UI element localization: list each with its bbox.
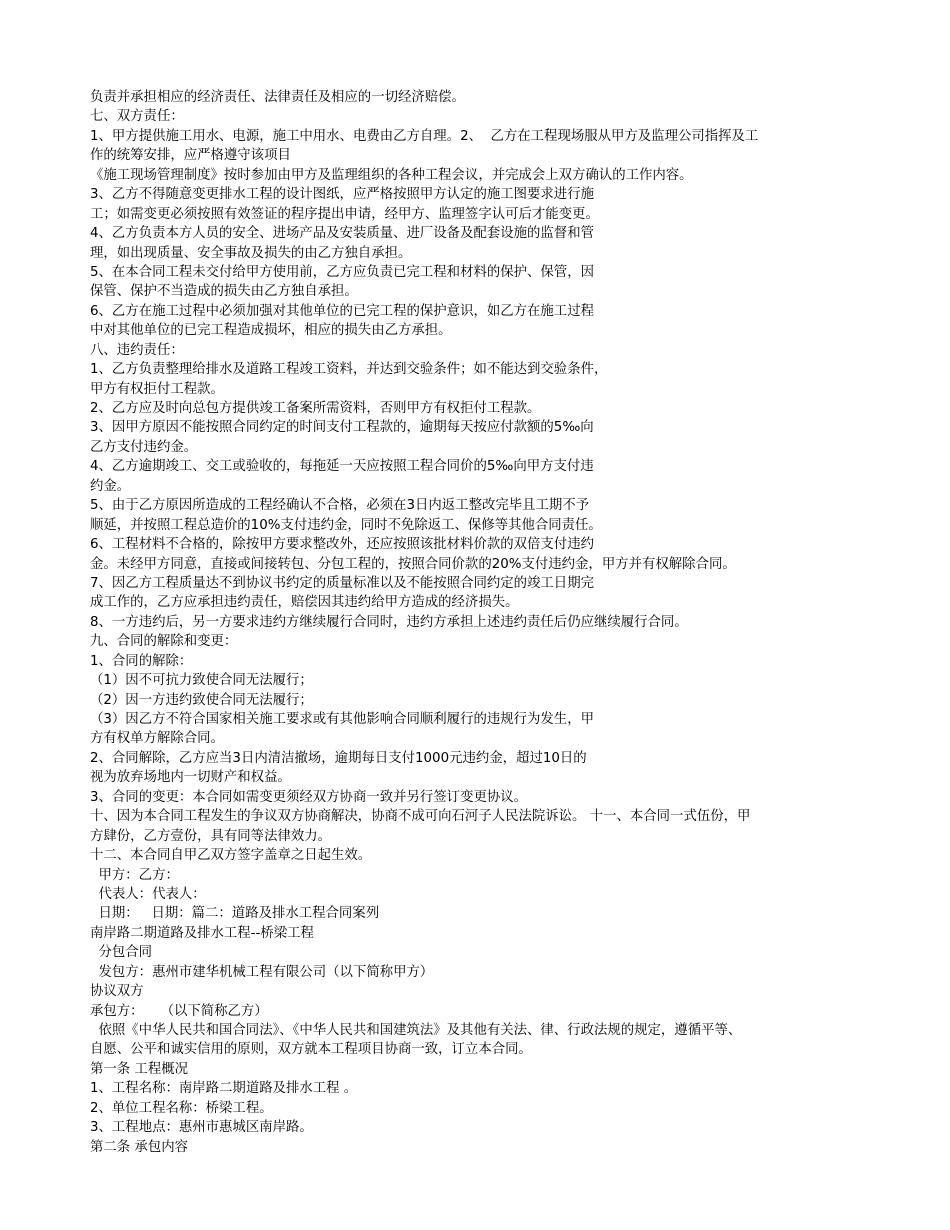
text-line: 1、乙方负责整理给排水及道路工程竣工资料，并达到交验条件；如不能达到交验条件，: [90, 362, 608, 378]
text-line: 作的统筹安排，应严格遵守该项目: [90, 148, 291, 164]
text-line: 2、乙方应及时向总包方提供竣工备案所需资料，否则甲方有权拒付工程款。: [90, 401, 541, 416]
text-line: 约金。: [90, 478, 131, 494]
text-line: 保管、保护不当造成的损失由乙方独自承担。: [90, 284, 358, 300]
signature-line: 日期： 日期：篇二：道路及排水工程合同案列: [90, 906, 380, 922]
section-heading: 第一条 工程概况: [90, 1061, 188, 1077]
text-line: 工；如需变更必须按照有效签证的程序提出申请，经甲方、监理签字认可后才能变更。: [90, 206, 599, 222]
text-line: 2、单位工程名称：桥梁工程。: [90, 1100, 273, 1116]
text-line: 6、工程材料不合格的，除按甲方要求整改外，还应按照该批材料价款的双倍支付违约: [90, 537, 594, 553]
text-line: 乙方支付违约金。: [90, 439, 198, 455]
text-line: 方肆份，乙方壹份，具有同等法律效力。: [90, 828, 332, 844]
text-line: 十、因为本合同工程发生的争议双方协商解决，协商不成可向石河子人民法院诉讼。 十一、本合同一式伍份，甲: [90, 809, 751, 825]
text-line: 中对其他单位的已完工程造成损坏，相应的损失由乙方承担。: [90, 323, 452, 339]
text-line: 3、乙方不得随意变更排水工程的设计图纸，应严格按照甲方认定的施工图要求进行施: [90, 187, 594, 203]
text-line: 5、在本合同工程未交付给甲方使用前，乙方应负责已完工程和材料的保护、保管，因: [90, 264, 594, 280]
text-line: 2、合同解除，乙方应当3日内清洁撤场，逾期每日支付1000元违约金，超过10日的: [90, 750, 587, 766]
text-line: 理，如出现质量、安全事故及损失的由乙方独自承担。: [90, 245, 412, 261]
text-line: 金。未经甲方同意，直接或间接转包、分包工程的，按照合同价款的20%支付违约金，甲方并有权解除合同。: [90, 556, 736, 572]
text-line: 6、乙方在施工过程中必须加强对其他单位的已完工程的保护意识，如乙方在施工过程: [90, 303, 594, 319]
text-line: 负责并承担相应的经济责任、法律责任及相应的一切经济赔偿。: [90, 90, 465, 105]
contract-subtitle: 分包合同: [90, 945, 153, 961]
text-line: 发包方：惠州市建华机械工程有限公司（以下简称甲方）: [90, 964, 434, 980]
signature-line: 代表人：代表人：: [90, 886, 206, 902]
text-line: 视为放弃场地内一切财产和权益。: [90, 770, 291, 786]
text-line: 5、由于乙方原因所造成的工程经确认不合格，必须在3日内返工整改完毕且工期不予: [90, 498, 590, 514]
text-line: 1、甲方提供施工用水、电源，施工中用水、电费由乙方自理。2、 乙方在工程现场服从甲方及监理公司指挥及工: [90, 128, 759, 144]
text-line: 顺延，并按照工程总造价的10%支付违约金，同时不免除返工、保修等其他合同责任。: [90, 517, 602, 533]
text-line: 方有权单方解除合同。: [90, 731, 224, 747]
text-line: （1）因不可抗力致使合同无法履行；: [90, 673, 313, 689]
section-heading: 第二条 承包内容: [90, 1139, 188, 1155]
section-heading: 八、违约责任：: [90, 342, 184, 358]
text-line: 成工作的，乙方应承担违约责任，赔偿因其违约给甲方造成的经济损失。: [90, 595, 519, 611]
section-heading: 九、合同的解除和变更：: [90, 634, 238, 650]
text-line: 1、合同的解除：: [90, 653, 193, 669]
text-line: （2）因一方违约致使合同无法履行；: [90, 692, 313, 708]
text-line: 4、乙方逾期竣工、交工或验收的，每拖延一天应按照工程合同价的5‰向甲方支付违: [90, 459, 594, 475]
text-line: 甲方有权拒付工程款。: [90, 381, 224, 397]
text-line: 自愿、公平和诚实信用的原则，双方就本工程项目协商一致，订立本合同。: [90, 1042, 532, 1058]
document-page: [90, 88, 870, 1157]
section-heading: 七、双方责任：: [90, 109, 184, 125]
text-line: 8、一方违约后，另一方要求违约方继续履行合同时，违约方承担上述违约责任后仍应继续履行合同。: [90, 614, 688, 630]
text-line: 3、合同的变更：本合同如需变更须经双方协商一致并另行签订变更协议。: [90, 789, 528, 805]
text-line: 十二、本合同自甲乙双方签字盖章之日起生效。: [90, 848, 372, 864]
text-line: 3、工程地点：惠州市惠城区南岸路。: [90, 1120, 313, 1136]
contract-title: 南岸路二期道路及排水工程--桥梁工程: [90, 925, 314, 941]
text-line: 7、因乙方工程质量达不到协议书约定的质量标准以及不能按照合同约定的竣工日期完: [90, 575, 594, 591]
text-line: 4、乙方负责本方人员的安全、进场产品及安装质量、进厂设备及配套设施的监督和管: [90, 226, 594, 242]
text-line: 3、因甲方原因不能按照合同约定的时间支付工程款的，逾期每天按应付款额的5‰向: [90, 420, 594, 436]
signature-line: 甲方：乙方：: [90, 867, 179, 883]
text-line: （3）因乙方不符合国家相关施工要求或有其他影响合同顺利履行的违规行为发生，甲: [90, 712, 594, 727]
text-line: 依照《中华人民共和国合同法》、《中华人民共和国建筑法》及其他有关法、律、行政法规的规定，遵循平等、: [90, 1023, 742, 1038]
text-line: 《施工现场管理制度》按时参加由甲方及监理组织的各种工程会议，并完成会上双方确认的工作内容。: [90, 167, 693, 183]
text-line: 协议双方: [90, 984, 144, 1000]
text-line: 1、工程名称：南岸路二期道路及排水工程 。: [90, 1081, 358, 1097]
text-line: 承包方： （以下简称乙方）: [90, 1003, 268, 1019]
